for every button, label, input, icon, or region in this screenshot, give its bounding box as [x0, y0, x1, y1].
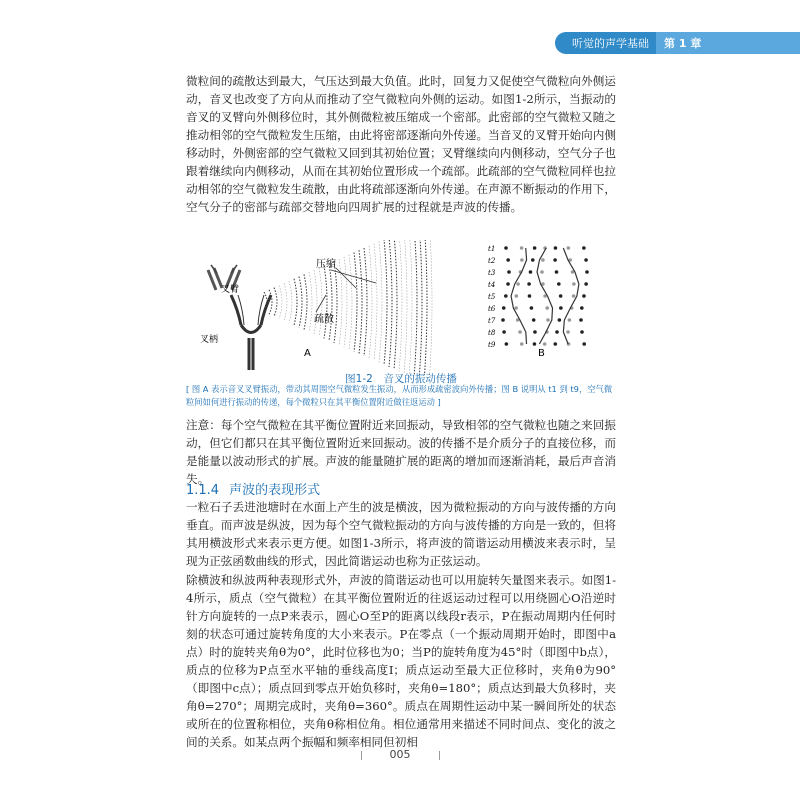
particle-dot [584, 258, 588, 262]
wave-ring [304, 274, 307, 329]
particle-trajectory [511, 248, 527, 344]
footer-divider-right [439, 751, 440, 760]
time-label: t6 [488, 305, 496, 313]
particle-dot [557, 282, 561, 286]
time-label: t8 [488, 329, 496, 337]
particle-dot [504, 246, 508, 250]
time-label: t5 [488, 293, 496, 301]
particle-dot [506, 258, 510, 262]
particle-dot [543, 342, 547, 346]
wave-ring [419, 240, 422, 375]
particle-dot [541, 258, 545, 262]
particle-dot [540, 270, 544, 274]
particle-dot [546, 318, 550, 322]
particle-dot [533, 246, 537, 250]
particle-dot [566, 330, 570, 334]
particle-dot [502, 330, 506, 334]
particle-dot [504, 294, 508, 298]
wave-ring [374, 244, 377, 361]
page-footer [0, 748, 800, 761]
particle-dot [528, 294, 532, 298]
figure-1-2-drawing [186, 240, 616, 375]
particle-dot [533, 330, 537, 334]
time-label: t7 [488, 317, 496, 325]
wave-ring [299, 277, 302, 328]
label-prong: 叉臂 [221, 285, 240, 295]
particle-dot [582, 342, 586, 346]
wave-ring [294, 279, 297, 325]
wave-ring [349, 255, 352, 350]
sound-wave-rings [264, 240, 432, 375]
particle-dot [514, 306, 518, 310]
particle-dot [533, 342, 537, 346]
particle-dot [585, 270, 589, 274]
wave-ring [289, 281, 292, 323]
particle-dot [532, 318, 536, 322]
time-label: t3 [488, 269, 496, 277]
wave-ring [369, 246, 372, 358]
wave-ring [344, 257, 347, 347]
section-heading [186, 479, 320, 498]
particle-dot [554, 246, 558, 250]
particle-dot [553, 258, 557, 262]
time-label: t2 [488, 257, 496, 265]
wave-ring [414, 240, 417, 375]
particle-dot [568, 318, 572, 322]
book-section-title: 听觉的声学基础 [572, 37, 649, 50]
paragraph-intro: 微粒间的疏散达到最大，气压达到最大负值。此时，回复力又促使空气微粒向外侧运动，音叉也改变了方向从而推动了空气微粒向外侧的运动。如图1-2所示，当振动的音叉的叉臂向外侧移位时，其外侧微粒被压缩成一个密部。此密部的空气微粒又随之推动相邻的空气微粒发生压缩，由此将密部逐渐向外传递。当音叉的叉臂开始向内侧移动时，外侧密部的空气微粒又回到其初始位置；叉臂继续向内侧移动，空气分子也跟着继续向内侧移动，从而在其初始位置形成一个疏部。此疏部的空气微粒同样也拉动相邻的空气微粒发生疏散，由此将疏部逐渐向外传递。在声源不断振动的作用下，空气分子的密部与疏部交替地向四周扩展的过程就是声波的传播。 [186, 74, 616, 214]
wave-ring [424, 240, 427, 375]
wave-ring [334, 261, 337, 343]
particle-dot [520, 258, 524, 262]
particle-dot [572, 282, 576, 286]
page-number: 005 [389, 748, 411, 761]
particle-dot [506, 282, 510, 286]
label-rarefaction: 疏散 [314, 314, 334, 325]
paragraph-note: 注意：每个空气微粒在其平衡位置附近来回振动，导致相邻的空气微粒也随之来回振动，但它们都只在其平衡位置附近来回振动。波的传播不是介质分子的直接位移，而是能量以波动形式的扩展。声波的能量随扩展的距离的增加而逐渐消耗，最后声音消失。 [186, 418, 616, 486]
particle-dot [580, 306, 584, 310]
figure-1-2 [186, 240, 616, 375]
wave-ring [384, 240, 387, 365]
particle-dot [579, 318, 583, 322]
particle-dot [530, 306, 534, 310]
paragraph-waves: 一粒石子丢进池塘时在水面上产生的波是横波，因为微粒振动的方向与波传播的方向垂直。而声波是纵波，因为每个空气微粒振动的方向与波传播的方向是一致的，但将其用横波形式来表示更方便。如图1-3所示，将声波的简谐运动用横波来表示时，呈现为正弦函数曲线的形式，因此简谐运动也称为正弦运动。 [186, 500, 616, 568]
particle-dot [516, 282, 520, 286]
paragraph-phasor: 除横波和纵波两种表现形式外，声波的简谐运动也可以用旋转矢量图来表示。如图1-4所示，质点（空气微粒）在其平衡位置附近的往返运动过程可以用绕圆心O沿逆时针方向旋转的一点P来表示，圆心O至P的距离以线段r表示，P在振动周期内任何时刻的状态可通过旋转角度的大小来表示。P在零点（一个振动周期开始时，即图中a点）时的旋转夹角θ为0°，此时位移也为0；当P的旋转角度为45°时（即图中b点），质点的位移为P点至水平轴的垂线高度I；质点运动至最大正位移时，夹角θ为90°（即图中c点）；质点回到零点开始负移时，夹角θ=180°；质点达到最大负移时，夹角θ=270°；周期完成时，夹角θ=360°。质点在周期性运动中某一瞬间所处的状态或所在的位置称相位，夹角θ称相位角。相位通常用来描述不同时间点、变化的波之间的关系。如某点两个振幅和频率相同但初相 [186, 573, 616, 749]
wave-ring [329, 263, 332, 340]
particle-dot [555, 330, 559, 334]
wave-ring [409, 240, 412, 375]
label-compression: 压缩 [316, 259, 336, 270]
wave-ring [364, 248, 367, 356]
particle-dot [529, 270, 533, 274]
particle-dot [527, 282, 531, 286]
wave-ring [354, 252, 357, 351]
particle-dot [502, 306, 506, 310]
section-title: 声波的表现形式 [229, 483, 321, 498]
particle-dot [572, 294, 576, 298]
particle-dot [567, 246, 571, 250]
label-handle: 叉柄 [200, 335, 219, 345]
time-label: t1 [488, 245, 496, 253]
wave-ring [274, 288, 277, 317]
wave-ring [309, 272, 312, 332]
particle-trajectory [563, 248, 579, 344]
wave-ring [404, 240, 407, 374]
wave-ring [284, 283, 287, 321]
wave-ring [394, 240, 397, 369]
panel-label-b: B [538, 348, 545, 359]
figure-note: [ 图 A 表示音叉叉臂振动，带动其周围空气微粒发生振动，从而形成疏密波向外传播；图 B 说明从 t1 到 t9，空气微粒间如何进行振动的传递，每个微粒只在其平衡位置附近做往返运动 ] [186, 384, 613, 407]
particle-dot [555, 270, 559, 274]
wave-ring [379, 241, 382, 362]
particle-dot [520, 342, 524, 346]
particle-dot [531, 258, 535, 262]
time-label: t9 [488, 341, 496, 349]
particle-dot [505, 342, 509, 346]
time-label: t4 [488, 281, 496, 289]
footer-divider-left [361, 751, 362, 760]
wave-ring [359, 250, 362, 354]
figure-caption: 图1-2 音叉的振动传播 [345, 373, 457, 385]
particle-dot [582, 246, 586, 250]
particle-dot [515, 294, 519, 298]
particle-dot [518, 330, 522, 334]
wave-ring [324, 266, 327, 339]
particle-dot [545, 306, 549, 310]
panel-label-a: A [304, 348, 311, 359]
wave-ring [429, 240, 432, 375]
section-number: 1.1.4 [186, 483, 220, 498]
particle-dot [553, 342, 557, 346]
particle-dot [584, 282, 588, 286]
particle-dot [559, 306, 563, 310]
particle-grid [488, 245, 589, 349]
particle-dot [520, 246, 524, 250]
wave-ring [399, 240, 402, 371]
particle-dot [582, 294, 586, 298]
wave-ring [279, 285, 282, 318]
wave-ring [389, 240, 392, 367]
particle-dot [580, 330, 584, 334]
particle-dot [507, 270, 511, 274]
particle-dot [501, 318, 505, 322]
chapter-number: 第 1 章 [664, 37, 702, 50]
particle-dot [559, 294, 563, 298]
tuning-fork-illustration [208, 265, 271, 370]
particle-dot [558, 318, 562, 322]
